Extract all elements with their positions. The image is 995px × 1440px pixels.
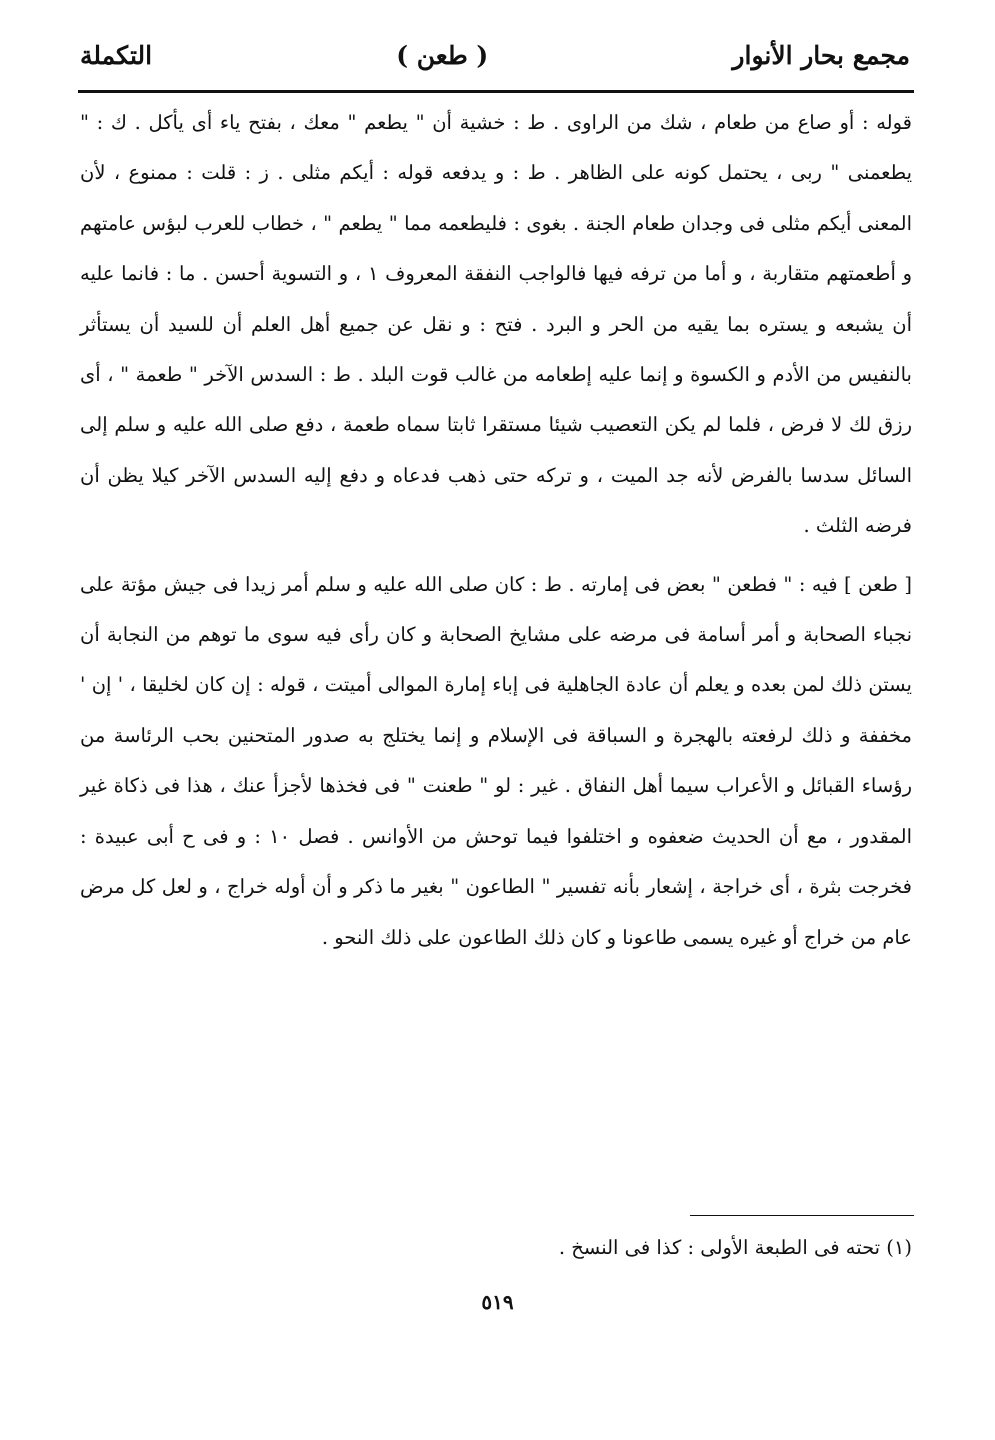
page-number: ٥١٩ <box>481 1290 514 1314</box>
header-book-title: مجمع بحار الأنوار <box>732 40 910 70</box>
footnote-rule <box>690 1215 914 1216</box>
header-rule <box>78 90 914 93</box>
paragraph: [ طعن ] فيه : " فطعن " بعض فى إمارته . ط : كان صلى الله عليه و سلم أمر زيدا فى جيش مؤتة على نجباء الصحابة و أمر أسامة فى مرضه على مشايخ الصحابة و كان رأى فيه سوى ما توهم من النجابة أن يستن ذلك لمن بعده و يعلم أن عادة الجاهلية فى إباء إمارة الموالى أميتت ، قوله : إن كان لخليقا ، ' إن ' مخففة و ذلك لرفعته بالهجرة و السباقة فى الإسلام و إنما يختلج به صدور المتحنين بحب الرئاسة من رؤساء القبائل و الأعراب سيما أهل النفاق . غير : لو " طعنت " فى فخذها لأجزأ عنك ، هذا فى ذكاة غير المقدور ، مع أن الحديث ضعفوه و اختلفوا فيما توحش من الأوانس . فصل ١٠ : و فى ح أبى عبيدة : فخرجت بثرة ، أى خراجة ، إشعار بأنه تفسير " الطاعون " بغير ما ذكر و أن أوله خراج ، و لعل كل مرض عام من خراج أو غيره يسمى طاعونا و كان ذلك الطاعون على ذلك النحو . <box>80 572 912 949</box>
running-header <box>80 30 910 80</box>
paragraph: قوله : أو صاع من طعام ، شك من الراوى . ط : خشية أن " يطعم " معك ، بفتح ياء أى يأكل . ك : " يطعمنى " ربى ، يحتمل كونه على الظاهر . ط : و يدفعه قوله : أيكم مثلى . ز : قلت : ممنوع ، لأن المعنى أيكم مثلى فى وجدان طعام الجنة . بغوى : فليطعمه مما " يطعم " ، خطاب للعرب لبؤس عامتهم و أطعمتهم متقاربة ، و أما من ترفه فيها فالواجب النفقة المعروف ١ ، و التسوية أحسن . ما : فانما عليه أن يشبعه و يستره بما يقيه من الحر و البرد . فتح : و نقل عن جميع أهل العلم أن للسيد أن يستأثر بالنفيس من الأدم و الكسوة و إنما عليه إطعامه من غالب قوت البلد . ط : السدس الآخر " طعمة " ، أى رزق لك لا فرض ، فلما لم يكن التعصيب شيئا مستقرا ثابتا سماه طعمة ، دفع صلى الله عليه و سلم إلى السائل سدسا بالفرض لأنه جد الميت ، و تركه حتى ذهب فدعاه و دفع إليه السدس الآخر كيلا يظن أن فرضه الثلث . <box>80 111 912 538</box>
header-section-title: التكملة <box>80 40 153 70</box>
header-entry-word: ( طعن ) <box>396 40 489 70</box>
main-text <box>80 98 912 963</box>
footnote: (١) تحته فى الطبعة الأولى : كذا فى النسخ . <box>558 1236 912 1259</box>
